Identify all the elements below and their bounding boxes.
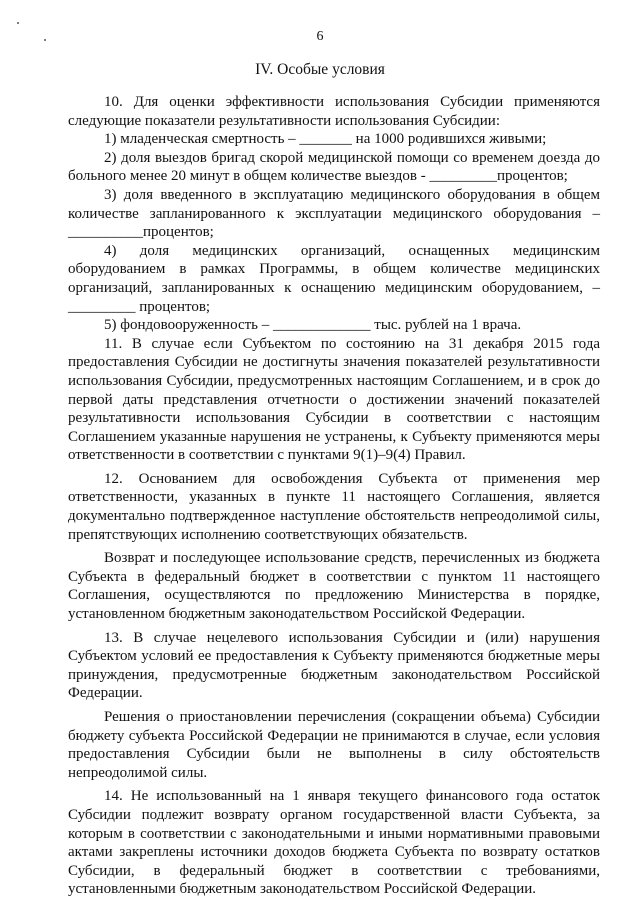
paragraph-10: 10. Для оценки эффективности использования Субсидии применяются следующие показатели результативности использования Субсидии: [68,94,600,129]
indicator-1: 1) младенческая смертность – _______ на 1000 родившихся живыми; [104,131,547,148]
indicator-2: 2) доля выездов бригад скорой медицинской помощи со временем доезда до больного менее 20 минут в общем количестве выездов - _________процентов; [68,149,600,185]
indicator-4: 4) доля медицинских организаций, оснащенных медицинским оборудованием в рамках Программы, в общем количестве медицинских организаций, запланированных к оснащению медицинским оборудованием, – _________ процентов; [68,242,600,315]
paragraph-11: 11. В случае если Субъектом по состоянию на 31 декабря 2015 года предоставления Субсидии не достигнуты значения показателей результативности использования Субсидии, предусмотренных настоящим Соглашением, и в срок до первой даты представления отчетности о достижении значений показателей результативности использования Субсидии в соответствии с настоящим Соглашением указанные нарушения не устранены, к Субъекту применяются меры ответственности в соответствии с пунктами 9(1)–9(4) Правил. [68,335,600,464]
paragraph-12-refund: Возврат и последующее использование средств, перечисленных из бюджета Субъекта в федеральный бюджет в соответствии с пунктом 11 настоящего Соглашения, осуществляются по предложению Министерства в порядке, установленном бюджетным законодательством Российской Федерации. [68,550,600,623]
page-number: 6 [316,29,324,44]
indicator-3: 3) доля введенного в эксплуатацию медицинского оборудования в общем количестве запланированного к эксплуатации медицинского оборудования – __________процентов; [68,186,600,241]
paragraph-14: 14. Не использованный на 1 января текущего финансового года остаток Субсидии подлежит возврату органом государственной власти Субъекта, за которым в соответствии с законодательными и иными нормативными правовыми актами закреплены источники доходов бюджета Субъекта по возврату остатков Субсидии, в федеральный бюджет в соответствии с требованиями, установленными бюджетным законодательством Российской Федерации. [68,788,600,898]
section-title: IV. Особые условия [255,61,385,78]
scan-speck [17,22,19,24]
document-body [68,93,600,899]
indicator-5: 5) фондовооруженность – _____________ тыс. рублей на 1 врача. [104,317,522,334]
paragraph-13: 13. В случае нецелевого использования Субсидии и (или) нарушения Субъектом условий ее предоставления к Субъекту применяются бюджетные меры принуждения, предусмотренные бюджетным законодательством Российской Федерации. [68,629,600,702]
paragraph-13-decisions: Решения о приостановлении перечисления (сокращении объема) Субсидии бюджету субъекта Российской Федерации не принимаются в случае, если условия предоставления Субсидии были не выполнены в силу обстоятельств непреодолимой силы. [68,709,600,781]
paragraph-12: 12. Основанием для освобождения Субъекта от применения мер ответственности, указанных в пункте 11 настоящего Соглашения, является документально подтвержденное наступление обстоятельств непреодолимой силы, препятствующих исполнению соответствующих обязательств. [68,470,600,543]
